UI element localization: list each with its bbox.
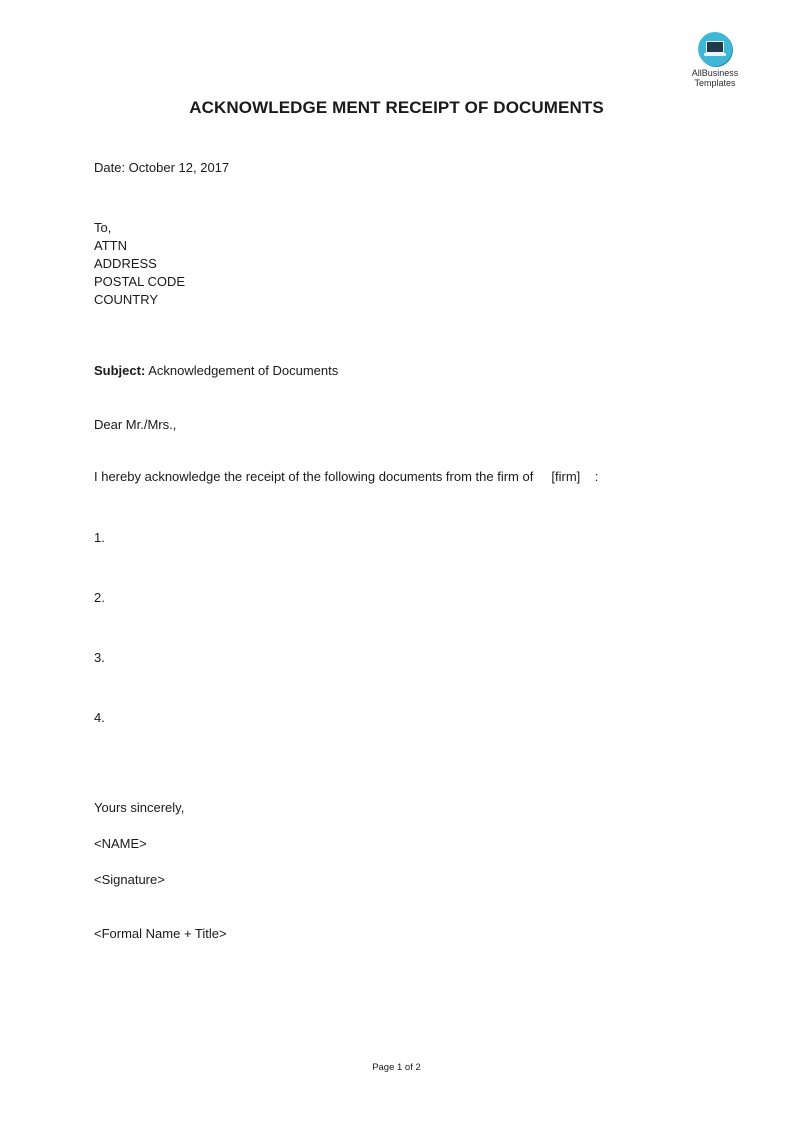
- page-number: Page 1 of 2: [372, 1062, 421, 1073]
- recipient-to: To,: [94, 220, 112, 235]
- recipient-attn: ATTN: [94, 238, 127, 253]
- list-item-4: 4.: [94, 710, 105, 725]
- closing: Yours sincerely,: [94, 800, 185, 815]
- date-line: Date: October 12, 2017: [94, 160, 230, 175]
- signer-name: <NAME>: [94, 836, 147, 851]
- laptop-icon: [698, 32, 732, 66]
- brand-logo: [680, 32, 750, 88]
- subject-text: Acknowledgement of Documents: [148, 363, 339, 378]
- formal-name-title: <Formal Name + Title>: [94, 926, 227, 941]
- logo-line-1: AllBusiness: [691, 68, 739, 78]
- recipient-postal-code: POSTAL CODE: [94, 274, 186, 289]
- salutation: Dear Mr./Mrs.,: [94, 417, 177, 432]
- subject-label: Subject:: [94, 363, 146, 378]
- signature-placeholder: <Signature>: [94, 872, 165, 887]
- list-item-1: 1.: [94, 530, 105, 545]
- document-title: ACKNOWLEDGE MENT RECEIPT OF DOCUMENTS: [189, 98, 604, 117]
- list-item-3: 3.: [94, 650, 105, 665]
- logo-text: [680, 68, 750, 88]
- body-paragraph: I hereby acknowledge the receipt of the following documents from the firm of [firm] :: [94, 469, 599, 484]
- logo-line-2: Templates: [694, 78, 736, 88]
- recipient-country: COUNTRY: [94, 292, 159, 307]
- list-item-2: 2.: [94, 590, 105, 605]
- recipient-address: ADDRESS: [94, 256, 157, 271]
- subject-line: [94, 362, 338, 380]
